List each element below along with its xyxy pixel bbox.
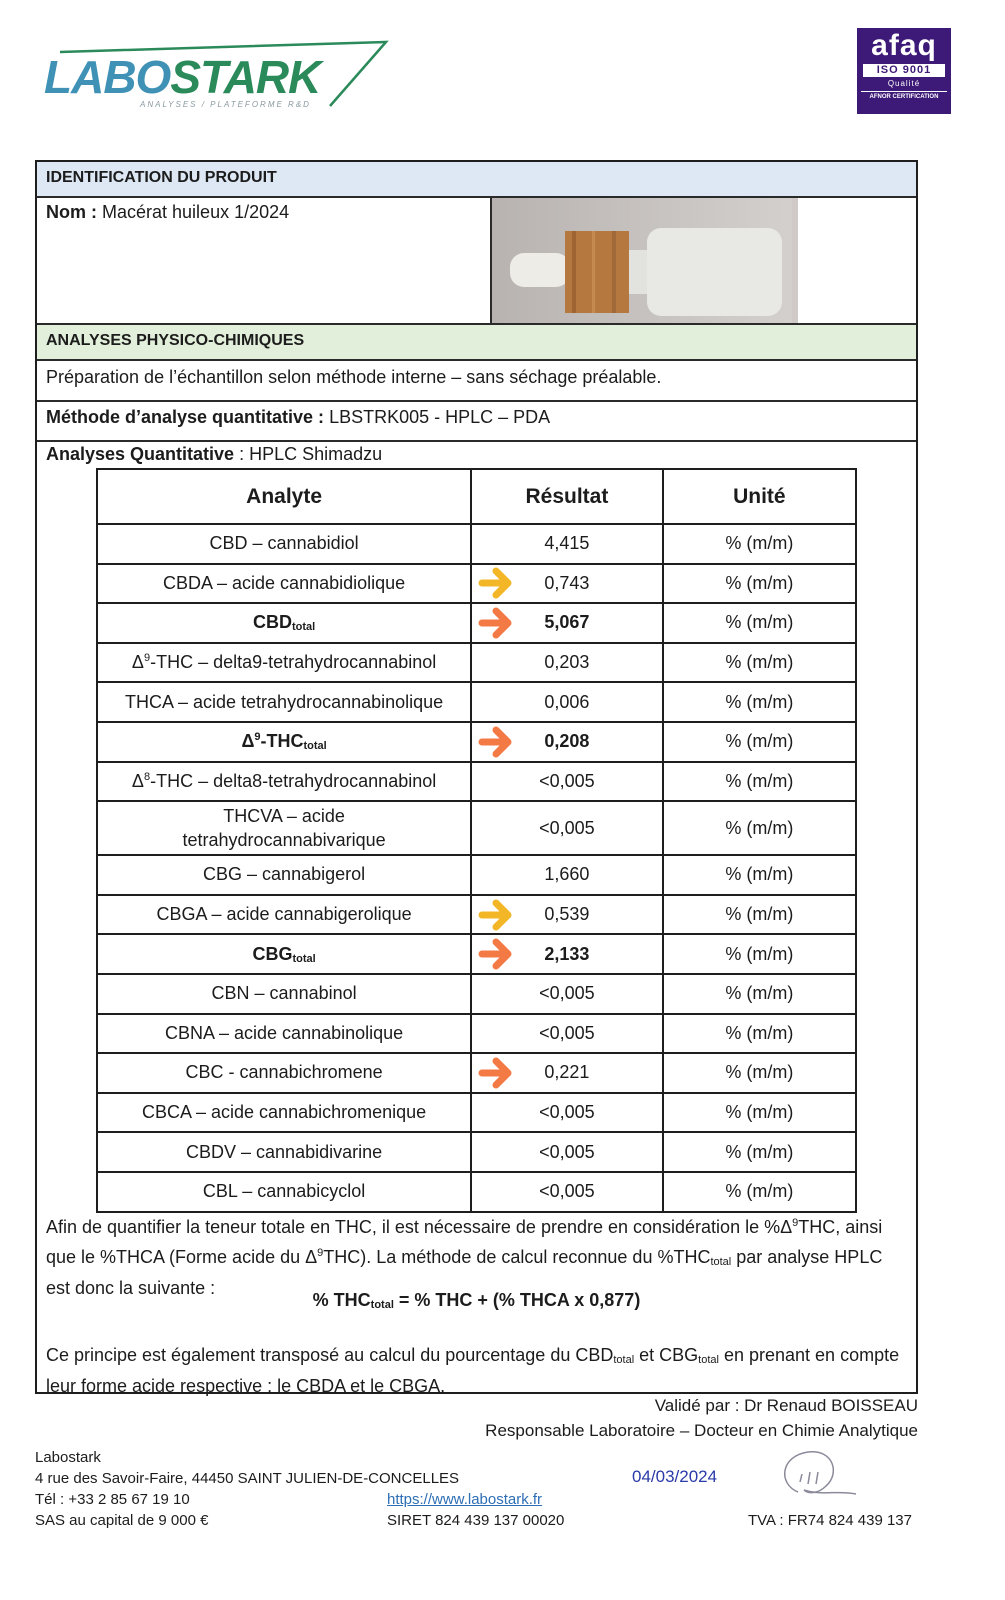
physico-section-title: ANALYSES PHYSICO-CHIMIQUES (46, 332, 305, 349)
table-row (97, 1093, 856, 1133)
orange-arrow-icon (478, 937, 514, 971)
result-cell: <0,005 (471, 1132, 662, 1172)
principle-note: Ce principe est également transposé au calcul du pourcentage du $CBD_{total}$ et $CBG_{total}$ en prenant en compte leur forme acide respective : le CBDA et le CBGA. (46, 1345, 900, 1396)
analyte-cell: CBN – cannabinol (97, 974, 471, 1014)
result-cell: <0,005 (471, 801, 662, 855)
unit-cell: % (m/m) (663, 564, 856, 604)
result-cell: 5,067 (471, 603, 662, 643)
yellow-arrow-icon (478, 566, 514, 600)
column-header-analyte: Analyte (97, 469, 471, 524)
product-section-title: IDENTIFICATION DU PRODUIT (46, 169, 277, 186)
result-cell: 0,006 (471, 682, 662, 722)
unit-cell: % (m/m) (663, 801, 856, 855)
analyte-cell: THCA – acide tetrahydrocannabinolique (97, 682, 471, 722)
unit-cell: % (m/m) (663, 1053, 856, 1093)
unit-cell: % (m/m) (663, 1132, 856, 1172)
table-row (97, 524, 856, 564)
labostark-logo (40, 38, 390, 118)
column-header-unit: Unité (663, 469, 856, 524)
iso-standard: ISO 9001 (863, 64, 945, 77)
footer-company: Labostark (35, 1449, 101, 1466)
table-row (97, 762, 856, 802)
unit-cell: % (m/m) (663, 722, 856, 762)
analyte-cell: $\Delta^8$-THC – delta8-tetrahydrocannabinol (97, 762, 471, 802)
result-cell: <0,005 (471, 1093, 662, 1133)
analyses-row (46, 444, 382, 465)
table-row (97, 1014, 856, 1054)
footer-address: 4 rue des Savoir-Faire, 44450 SAINT JULIEN-DE-CONCELLES (35, 1470, 460, 1487)
footer-capital: SAS au capital de 9 000 € (35, 1512, 209, 1529)
result-cell: 0,743 (471, 564, 662, 604)
analyte-cell: CBD – cannabidiol (97, 524, 471, 564)
unit-cell: % (m/m) (663, 855, 856, 895)
analyte-cell: CBC - cannabichromene (97, 1053, 471, 1093)
orange-arrow-icon (478, 725, 514, 759)
analyte-cell: $CBD_{total}$ (97, 603, 471, 643)
analyte-cell: CBL – cannabicyclol (97, 1172, 471, 1212)
result-cell: 0,539 (471, 895, 662, 935)
analyte-cell: THCVA – acide tetrahydrocannabivarique (97, 801, 471, 855)
validated-by: Validé par : Dr Renaud BOISSEAU (654, 1396, 918, 1415)
table-row (97, 722, 856, 762)
table-row (97, 682, 856, 722)
analyte-cell: CBNA – acide cannabinolique (97, 1014, 471, 1054)
product-name-label: Nom : (46, 202, 97, 222)
result-cell: <0,005 (471, 974, 662, 1014)
unit-cell: % (m/m) (663, 895, 856, 935)
certification-issuer: AFNOR CERTIFICATION (861, 91, 947, 102)
table-row (97, 1172, 856, 1212)
result-cell: <0,005 (471, 762, 662, 802)
quality-label: Qualité (887, 79, 921, 88)
column-header-result: Résultat (471, 469, 662, 524)
signature-icon (768, 1444, 858, 1504)
analyte-cell: CBCA – acide cannabichromenique (97, 1093, 471, 1133)
table-row (97, 801, 856, 855)
unit-cell: % (m/m) (663, 603, 856, 643)
result-cell: <0,005 (471, 1014, 662, 1054)
unit-cell: % (m/m) (663, 524, 856, 564)
unit-cell: % (m/m) (663, 1093, 856, 1133)
table-row (97, 643, 856, 683)
product-section-header (37, 162, 916, 198)
orange-arrow-icon (478, 606, 514, 640)
analyses-label: Analyses Quantitative (46, 444, 235, 464)
preparation-row (37, 361, 916, 402)
result-cell: 0,203 (471, 643, 662, 683)
analyte-cell: CBDA – acide cannabidiolique (97, 564, 471, 604)
footer-phone: Tél : +33 2 85 67 19 10 (35, 1491, 190, 1508)
unit-cell: % (m/m) (663, 682, 856, 722)
validator-role: Responsable Laboratoire – Docteur en Chimie Analytique (485, 1421, 918, 1440)
analyte-cell: CBDV – cannabidivarine (97, 1132, 471, 1172)
unit-cell: % (m/m) (663, 974, 856, 1014)
analyte-cell: $\Delta^9-THC_{total}$ (97, 722, 471, 762)
validation-date: 04/03/2024 (632, 1467, 718, 1486)
logo-text-stark: STARK (170, 51, 321, 103)
afaq-iso-badge (857, 28, 951, 114)
method-value: LBSTRK005 - HPLC – PDA (329, 407, 551, 427)
unit-cell: % (m/m) (663, 1014, 856, 1054)
thc-formula: % $THC_{total}$ = % THC + (% THCA x 0,877) (312, 1290, 641, 1311)
unit-cell: % (m/m) (663, 934, 856, 974)
analyses-value: : HPLC Shimadzu (239, 444, 383, 464)
results-table (96, 468, 857, 1213)
footer-tva: TVA : FR74 824 439 137 (748, 1512, 912, 1529)
certificate-frame (35, 160, 918, 1394)
results-header-row (97, 469, 856, 524)
table-row (97, 603, 856, 643)
result-cell: 0,221 (471, 1053, 662, 1093)
thc-calculation-note: Afin de quantifier la teneur totale en THC, il est nécessaire de prendre en considération le $\%\Delta^9THC$, ainsi que le %THCA (Forme acide du $\Delta^9THC$). La méthode de calcul reconnue du $\%THC_{total}$ par analyse HPLC est donc la suivante : (46, 1217, 883, 1298)
afaq-brand: afaq (871, 29, 937, 62)
analyte-cell: CBG – cannabigerol (97, 855, 471, 895)
preparation-text: Préparation de l’échantillon selon méthode interne – sans séchage préalable. (46, 367, 662, 387)
table-row (97, 1053, 856, 1093)
result-cell: 0,208 (471, 722, 662, 762)
dropper-bottle-icon (492, 198, 798, 323)
table-row (97, 895, 856, 935)
product-photo (490, 198, 798, 323)
table-row (97, 974, 856, 1014)
orange-arrow-icon (478, 1056, 514, 1090)
table-row (97, 934, 856, 974)
product-name-row (37, 198, 916, 325)
logo-text-labo: LABO (44, 51, 171, 103)
method-row (37, 402, 916, 442)
table-row (97, 855, 856, 895)
table-row (97, 564, 856, 604)
analyte-cell: $\Delta^9$-THC – delta9-tetrahydrocannabinol (97, 643, 471, 683)
yellow-arrow-icon (478, 898, 514, 932)
footer-siret: SIRET 824 439 137 00020 (387, 1512, 565, 1529)
result-cell: 1,660 (471, 855, 662, 895)
result-cell: 4,415 (471, 524, 662, 564)
analyte-cell: CBGA – acide cannabigerolique (97, 895, 471, 935)
product-name-value: Macérat huileux 1/2024 (102, 202, 290, 222)
unit-cell: % (m/m) (663, 762, 856, 802)
website-link[interactable]: https://www.labostark.fr (387, 1491, 543, 1508)
physico-section-header (37, 325, 916, 361)
unit-cell: % (m/m) (663, 643, 856, 683)
analyte-cell: $CBG_{total}$ (97, 934, 471, 974)
method-label: Méthode d’analyse quantitative : (46, 407, 325, 427)
table-row (97, 1132, 856, 1172)
unit-cell: % (m/m) (663, 1172, 856, 1212)
result-cell: <0,005 (471, 1172, 662, 1212)
result-cell: 2,133 (471, 934, 662, 974)
logo-tagline: ANALYSES / PLATEFORME R&D (140, 100, 311, 109)
